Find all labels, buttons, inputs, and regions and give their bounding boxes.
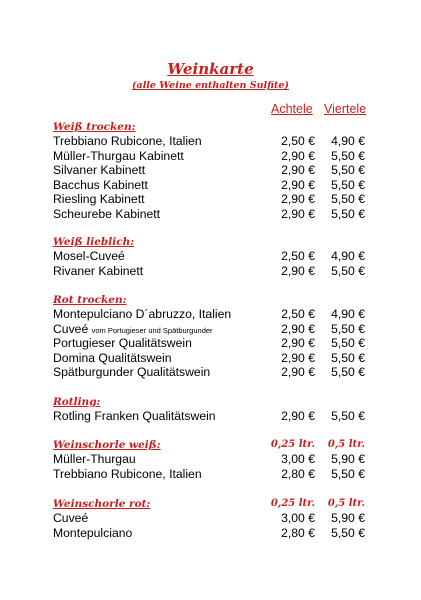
price-achtele: 2,90 € xyxy=(281,350,315,365)
menu-row xyxy=(53,365,373,380)
price-small: 2,80 € xyxy=(281,466,315,481)
wine-name: Mosel-Cuveé xyxy=(53,249,125,263)
menu-row xyxy=(53,307,373,322)
section-title xyxy=(53,497,373,511)
wine-name: Trebbiano Rubicone, Italien xyxy=(53,134,202,148)
menu-row xyxy=(53,249,373,264)
section-title xyxy=(53,438,373,452)
wine-name: Montepulciano D´abruzzo, Italien xyxy=(53,307,232,321)
price-large: 5,90 € xyxy=(331,452,365,466)
price-viertele: 5,50 € xyxy=(331,365,365,380)
section-weiss-trocken xyxy=(53,120,373,222)
price-achtele: 2,90 € xyxy=(281,336,315,351)
page-title: Weinkarte xyxy=(167,60,254,78)
wine-name: Domina Qualitätswein xyxy=(53,350,172,365)
price-achtele: 2,90 € xyxy=(281,148,315,163)
section-title: Rotling: xyxy=(53,396,101,408)
section-title-text: Weinschorle rot: xyxy=(53,498,151,510)
wine-name: Rivaner Kabinett xyxy=(53,263,144,278)
menu-row xyxy=(53,526,373,541)
size-header-large: 0,5 ltr. xyxy=(327,498,365,509)
menu-row xyxy=(53,322,373,337)
price-small: 2,80 € xyxy=(281,525,315,540)
section-title: Weiß trocken: xyxy=(53,121,136,133)
menu-row xyxy=(53,409,373,424)
price-viertele: 5,50 € xyxy=(331,336,365,351)
menu-row xyxy=(53,511,373,526)
price-viertele: 5,50 € xyxy=(331,148,365,163)
size-header-large: 0,5 ltr. xyxy=(327,439,365,450)
section-weinschorle-weiss xyxy=(53,438,373,481)
column-header-viertele: Viertele xyxy=(324,102,367,116)
price-viertele: 5,50 € xyxy=(331,192,365,207)
page-subtitle: (alle Weine enthalten Sulfite) xyxy=(132,80,289,91)
price-achtele: 2,90 € xyxy=(281,163,315,178)
wine-name: Silvaner Kabinett xyxy=(53,163,146,178)
wine-note: vom Portugieser und Spätburgunder xyxy=(91,325,213,335)
price-viertele: 5,50 € xyxy=(331,409,365,423)
menu-row xyxy=(53,336,373,351)
wine-name: Müller-Thurgau Kabinett xyxy=(53,148,184,163)
wine-name: Trebbiano Rubicone, Italien xyxy=(53,466,202,481)
price-achtele: 2,50 € xyxy=(281,249,315,263)
menu-row xyxy=(53,264,373,279)
wine-name: Spätburgunder Qualitätswein xyxy=(53,365,211,380)
wine-name: Rotling Franken Qualitätswein xyxy=(53,409,216,423)
menu-row xyxy=(53,452,373,467)
section-rotling xyxy=(53,395,373,424)
column-header-achtele: Achtele xyxy=(271,102,313,116)
menu-row xyxy=(53,207,373,222)
section-rot-trocken xyxy=(53,293,373,380)
wine-name: Cuveé xyxy=(53,511,89,525)
price-viertele: 5,50 € xyxy=(331,263,365,278)
menu-row xyxy=(53,351,373,366)
section-title: Rot trocken: xyxy=(53,294,127,306)
price-achtele: 2,90 € xyxy=(281,321,315,336)
price-achtele: 2,90 € xyxy=(281,263,315,278)
price-achtele: 2,90 € xyxy=(281,409,315,423)
wine-name-text: Cuveé xyxy=(53,321,89,336)
section-title: Weiß lieblich: xyxy=(53,236,135,248)
price-viertele: 5,50 € xyxy=(331,206,365,221)
size-header-small: 0,25 ltr. xyxy=(270,439,315,450)
menu-row xyxy=(53,178,373,193)
price-achtele: 2,90 € xyxy=(281,206,315,221)
section-weinschorle-rot xyxy=(53,497,373,540)
price-achtele: 2,90 € xyxy=(281,177,315,192)
size-header-small: 0,25 ltr. xyxy=(270,498,315,509)
wine-name: Riesling Kabinett xyxy=(53,192,145,207)
section-title-text: Weinschorle weiß: xyxy=(53,439,161,451)
price-achtele: 2,50 € xyxy=(281,134,315,148)
price-achtele: 2,90 € xyxy=(281,365,315,380)
price-viertele: 5,50 € xyxy=(331,350,365,365)
menu-row xyxy=(53,134,373,149)
wine-name: Montepulciano xyxy=(53,525,133,540)
price-achtele: 2,50 € xyxy=(281,307,315,321)
section-weiss-lieblich xyxy=(53,235,373,278)
price-small: 3,00 € xyxy=(281,452,315,466)
price-viertele: 5,50 € xyxy=(331,177,365,192)
menu-row xyxy=(53,149,373,164)
price-achtele: 2,90 € xyxy=(281,192,315,207)
menu-row xyxy=(53,467,373,482)
wine-name: Scheurebe Kabinett xyxy=(53,206,161,221)
price-viertele: 4,90 € xyxy=(331,307,365,321)
wine-name: Bacchus Kabinett xyxy=(53,177,148,192)
price-viertele: 5,50 € xyxy=(331,321,365,336)
price-viertele: 4,90 € xyxy=(331,249,365,263)
price-small: 3,00 € xyxy=(281,511,315,525)
menu-row xyxy=(53,163,373,178)
price-viertele: 5,50 € xyxy=(331,163,365,178)
price-large: 5,50 € xyxy=(331,525,365,540)
wine-name: Portugieser Qualitätswein xyxy=(53,336,192,351)
price-large: 5,50 € xyxy=(331,466,365,481)
price-large: 5,90 € xyxy=(331,511,365,525)
wine-name: Müller-Thurgau xyxy=(53,452,136,466)
price-viertele: 4,90 € xyxy=(331,134,365,148)
menu-row xyxy=(53,192,373,207)
